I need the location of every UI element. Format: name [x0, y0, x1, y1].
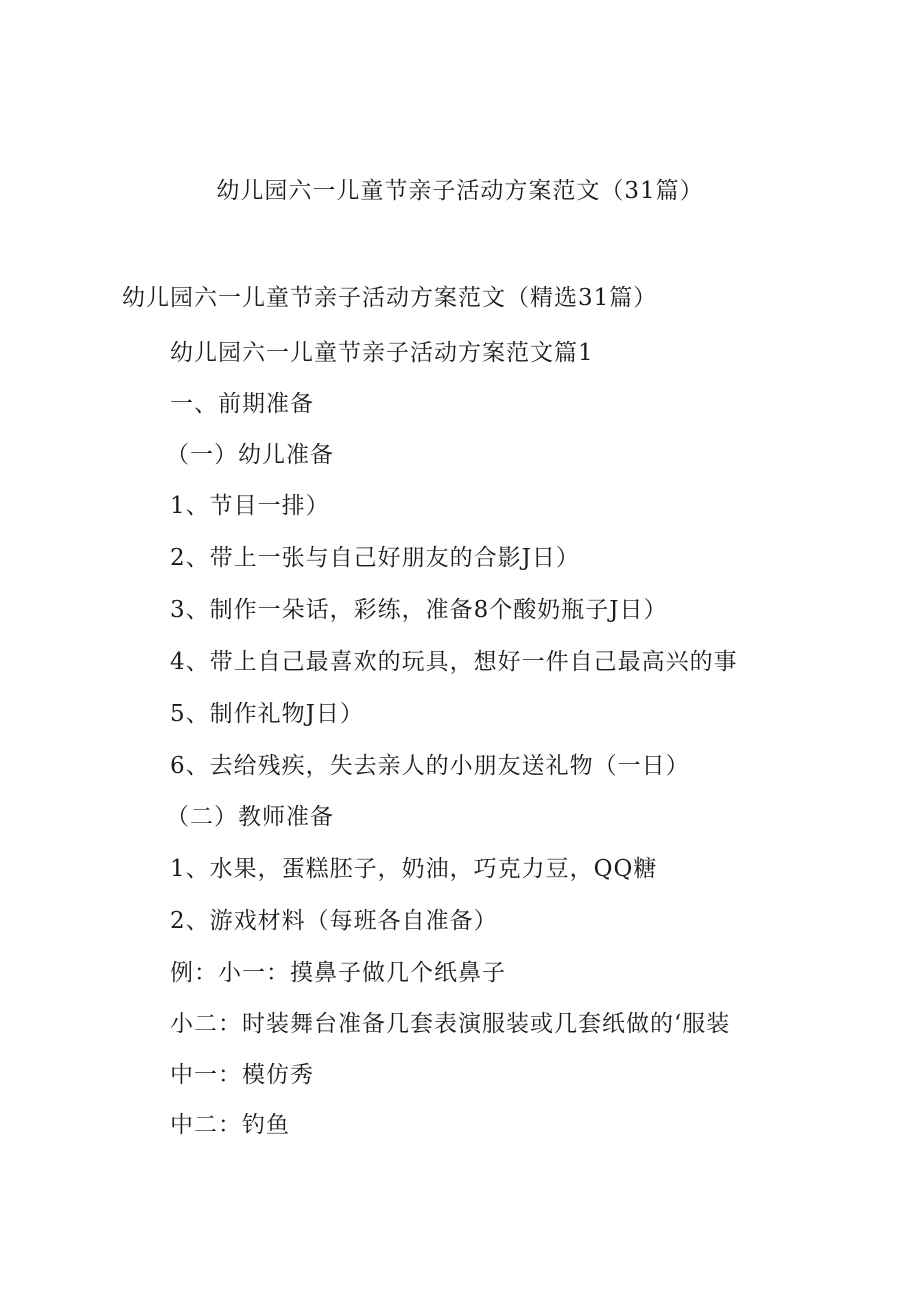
- heading-preparation: 一、前期准备: [170, 391, 314, 417]
- list-item: 1、水果，蛋糕胚子，奶油，巧克力豆，QQ糖: [170, 856, 658, 882]
- list-item: 2、游戏材料（每班各自准备）: [170, 908, 498, 934]
- list-item: 小二：时装舞台准备几套表演服装或几套纸做的‘服装: [170, 1011, 731, 1037]
- list-item: 2、带上一张与自己好朋友的合影J日）: [170, 545, 580, 571]
- subheading-teacher-prep: （二）教师准备: [166, 804, 334, 830]
- subheading-child-prep: （一）幼儿准备: [166, 442, 334, 468]
- list-item: 5、制作礼物J日）: [170, 701, 364, 727]
- list-item: 1、节目一排）: [170, 493, 330, 519]
- list-item: 6、去给残疾，失去亲人的小朋友送礼物（一日）: [170, 753, 690, 779]
- list-item: 4、带上自己最喜欢的玩具，想好一件自己最高兴的事: [170, 649, 738, 675]
- list-item: 3、制作一朵话，彩练，准备8个酸奶瓶子J日）: [170, 597, 668, 623]
- list-item: 中一：模仿秀: [170, 1062, 314, 1088]
- document-subtitle: 幼儿园六一儿童节亲子活动方案范文（精选31篇）: [122, 285, 658, 311]
- list-item: 例：小一：摸鼻子做几个纸鼻子: [170, 960, 506, 986]
- list-item: 中二：钓鱼: [170, 1112, 290, 1138]
- section-heading: 幼儿园六一儿童节亲子活动方案范文篇1: [170, 340, 594, 366]
- document-title: 幼儿园六一儿童节亲子活动方案范文（31篇）: [216, 178, 704, 204]
